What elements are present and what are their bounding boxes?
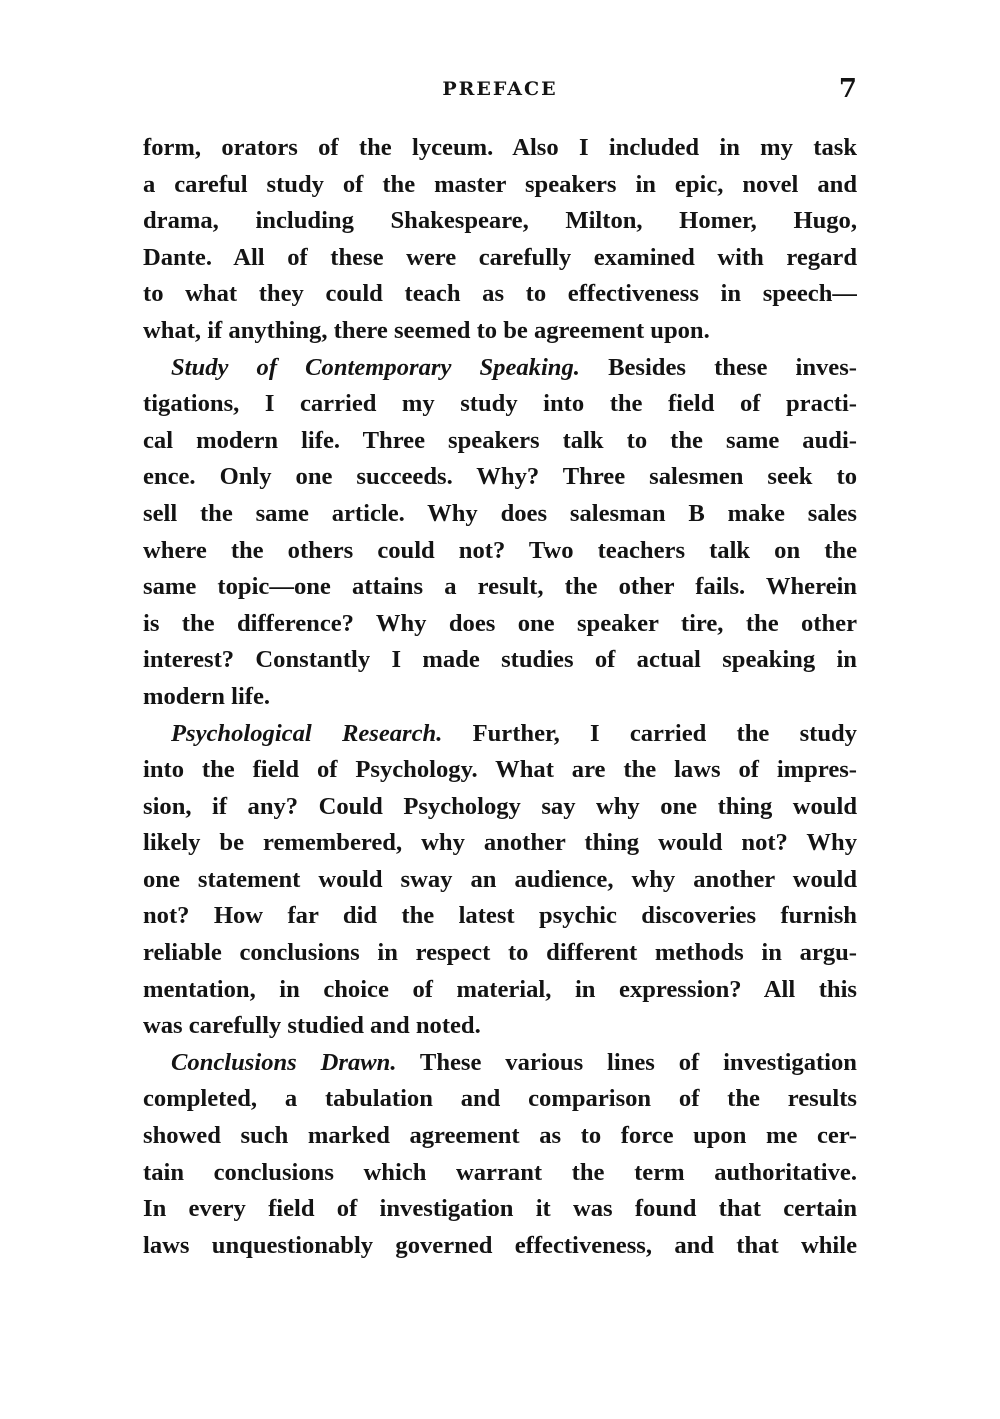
- section-heading: Study of Contemporary Speaking.: [171, 353, 580, 381]
- text-line: showed such marked agreement as to force upon me cer-: [143, 1122, 857, 1150]
- text-line: not? How far did the latest psychic discoveries furnish: [143, 902, 857, 930]
- text-run: Further, I carried the study: [472, 719, 857, 747]
- text-line: tain conclusions which warrant the term authoritative.: [143, 1158, 857, 1186]
- text-line: form, orators of the lyceum. Also I included in my task: [143, 134, 857, 161]
- text-line: a careful study of the master speakers in epic, novel and: [143, 170, 857, 198]
- section-heading: Conclusions Drawn.: [171, 1048, 397, 1076]
- text-line: was carefully studied and noted.: [143, 1012, 481, 1040]
- paragraph-contemporary-speaking: [143, 350, 857, 716]
- running-head: [0, 72, 1000, 106]
- text-line: mentation, in choice of material, in expression? All this: [143, 975, 857, 1003]
- text-line: likely be remembered, why another thing would not? Why: [143, 829, 857, 857]
- text-line: into the field of Psychology. What are the laws of impres-: [143, 756, 857, 784]
- paragraph-psychological-research: [143, 716, 857, 1045]
- text-line: same topic—one attains a result, the other fails. Wherein: [143, 573, 857, 601]
- text-line: where the others could not? Two teachers talk on the: [143, 536, 857, 564]
- paragraph-first-line: [143, 716, 857, 753]
- text-run: These various lines of investigation: [419, 1048, 857, 1076]
- page-number: 7: [838, 74, 857, 104]
- text-line: sion, if any? Could Psychology say why one thing would: [143, 792, 857, 820]
- text-line: reliable conclusions in respect to different methods in argu-: [143, 939, 857, 967]
- text-line: completed, a tabulation and comparison of the results: [143, 1085, 857, 1113]
- text-line: modern life.: [143, 682, 271, 710]
- text-line: interest? Constantly I made studies of actual speaking in: [143, 646, 857, 674]
- body-text: [143, 130, 857, 1264]
- text-run: Besides these inves-: [608, 353, 857, 381]
- text-line: cal modern life. Three speakers talk to the same audi-: [143, 426, 857, 454]
- text-line: what, if anything, there seemed to be agreement upon.: [143, 316, 710, 344]
- running-title: PREFACE: [442, 78, 558, 100]
- text-line: ence. Only one succeeds. Why? Three salesmen seek to: [143, 463, 857, 491]
- paragraph-first-line: [143, 1045, 857, 1082]
- paragraph-conclusions-drawn: [143, 1045, 857, 1265]
- text-line: sell the same article. Why does salesman B make sales: [143, 499, 857, 527]
- section-heading: Psychological Research.: [171, 719, 443, 747]
- text-line: tigations, I carried my study into the field of practi-: [143, 390, 857, 418]
- text-line: In every field of investigation it was found that certain: [143, 1195, 857, 1223]
- paragraph-continued: [143, 130, 857, 350]
- text-line: drama, including Shakespeare, Milton, Homer, Hugo,: [143, 207, 857, 235]
- text-line: one statement would sway an audience, why another would: [143, 865, 857, 893]
- text-line: Dante. All of these were carefully examined with regard: [143, 243, 857, 271]
- text-line: is the difference? Why does one speaker tire, the other: [143, 609, 857, 637]
- text-line: laws unquestionably governed effectiveness, and that while: [143, 1231, 857, 1259]
- text-line: to what they could teach as to effectiveness in speech—: [143, 280, 857, 308]
- paragraph-first-line: [143, 350, 857, 387]
